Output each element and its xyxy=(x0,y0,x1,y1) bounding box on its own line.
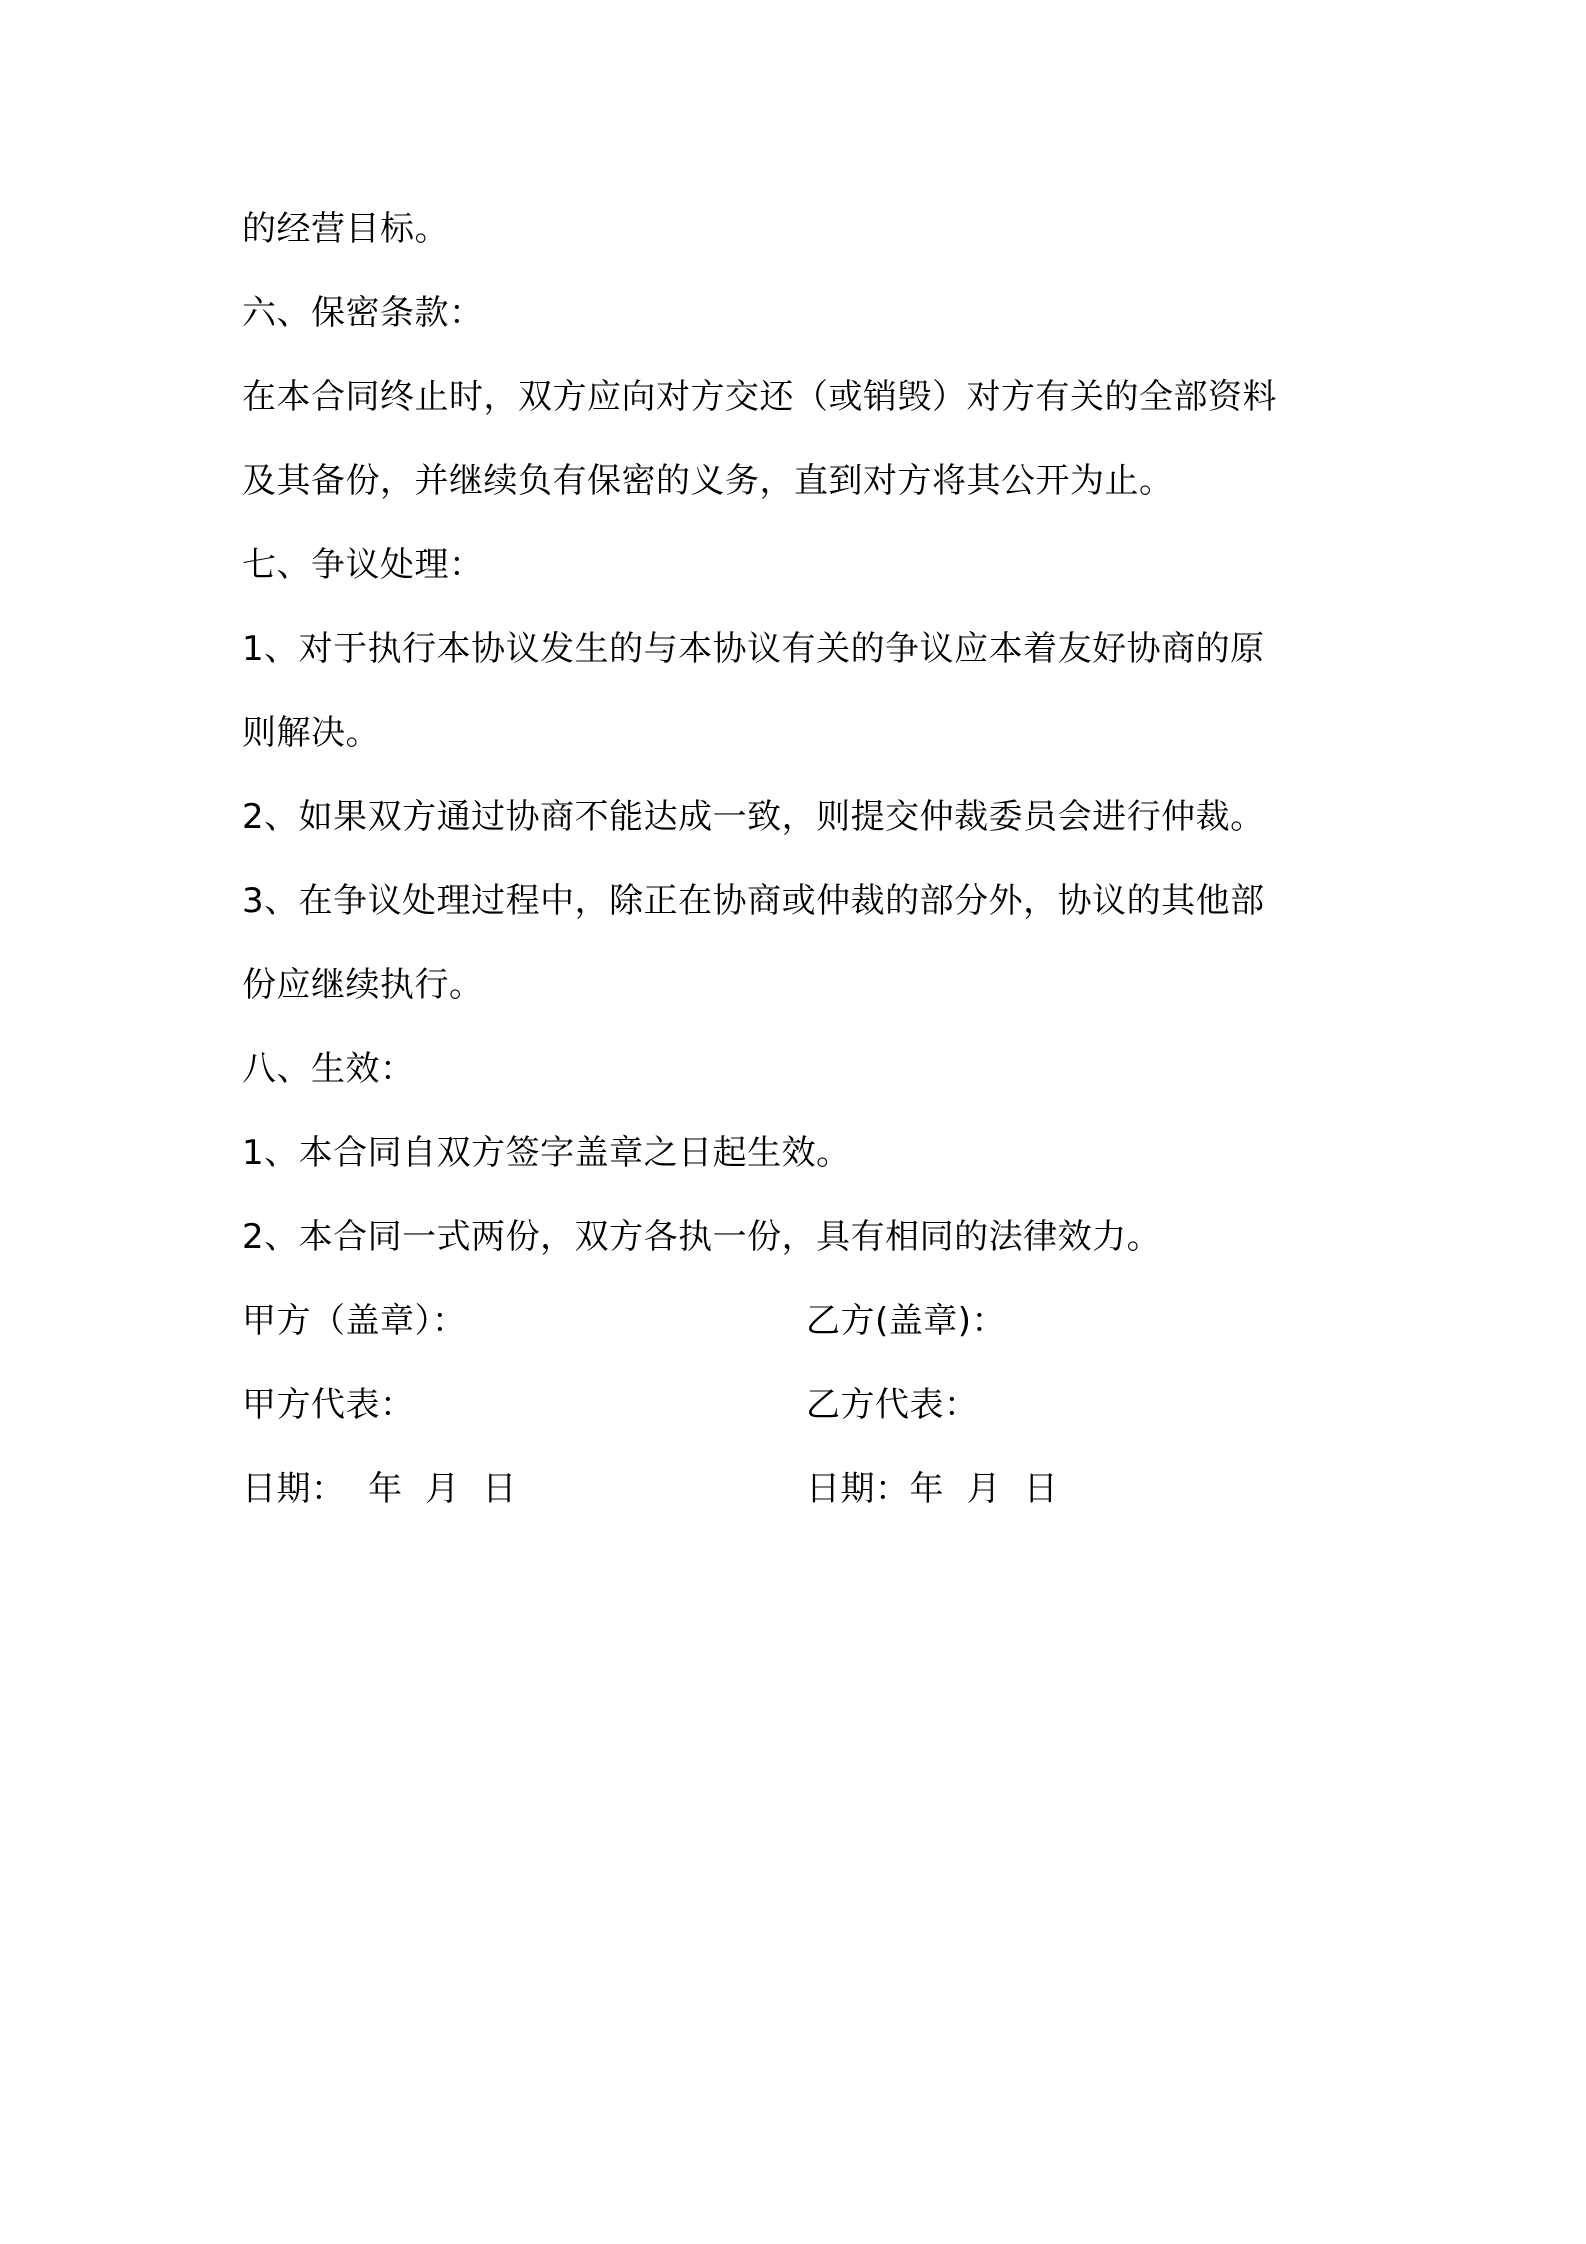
body-text-line: 的经营目标。 xyxy=(242,209,449,249)
clause-text-line: 则解决。 xyxy=(242,713,380,753)
body-text-line: 及其备份，并继续负有保密的义务，直到对方将其公开为止。 xyxy=(242,461,1174,501)
party-b-representative-label: 乙方代表： xyxy=(806,1385,979,1425)
clause-text-line: 份应继续执行。 xyxy=(242,965,484,1005)
clause-text-line: 2、如果双方通过协商不能达成一致，则提交仲裁委员会进行仲裁。 xyxy=(242,797,1265,837)
clause-text-line: 1、对于执行本协议发生的与本协议有关的争议应本着友好协商的原 xyxy=(242,629,1265,669)
section-heading-dispute: 七、争议处理： xyxy=(242,545,484,585)
party-b-seal-label: 乙方(盖章)： xyxy=(806,1301,1007,1341)
section-heading-confidentiality: 六、保密条款： xyxy=(242,293,484,333)
clause-text-line: 1、本合同自双方签字盖章之日起生效。 xyxy=(242,1133,851,1173)
clause-text-line: 2、本合同一式两份，双方各执一份，具有相同的法律效力。 xyxy=(242,1217,1162,1257)
party-a-representative-label: 甲方代表： xyxy=(242,1385,415,1425)
body-text-line: 在本合同终止时，双方应向对方交还（或销毁）对方有关的全部资料 xyxy=(242,377,1277,417)
party-b-date-label: 日期：年 月 日 xyxy=(806,1469,1059,1509)
clause-text-line: 3、在争议处理过程中，除正在协商或仲裁的部分外，协议的其他部 xyxy=(242,881,1265,921)
party-a-seal-label: 甲方（盖章）： xyxy=(242,1301,467,1341)
section-heading-effect: 八、生效： xyxy=(242,1049,415,1089)
party-a-date-label: 日期： 年 月 日 xyxy=(242,1469,517,1509)
